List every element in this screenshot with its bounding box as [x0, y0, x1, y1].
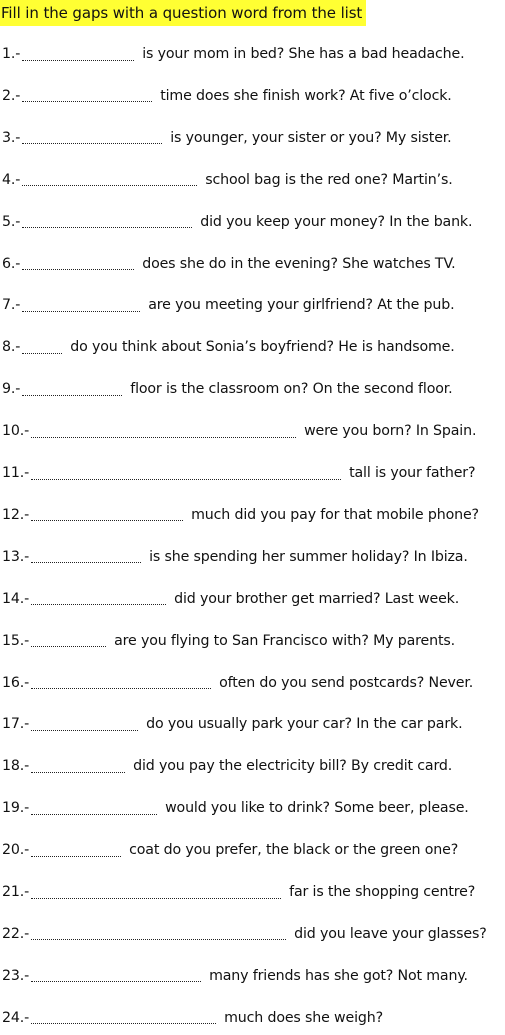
question-line — [2, 462, 503, 484]
answer-gap[interactable] — [31, 760, 125, 773]
answer-gap[interactable] — [31, 927, 286, 940]
question-number: 7.- — [2, 297, 21, 314]
question-text: time does she finish work? At five o’clock. — [160, 87, 452, 104]
question-text: much does she weigh? — [224, 1009, 383, 1026]
question-number: 13.- — [2, 548, 30, 565]
question-text: do you usually park your car? In the car park. — [146, 716, 463, 733]
question-number: 23.- — [2, 967, 30, 984]
answer-gap[interactable] — [31, 969, 201, 982]
answer-gap[interactable] — [22, 173, 197, 186]
question-line — [2, 588, 503, 610]
question-number: 18.- — [2, 758, 30, 775]
answer-gap[interactable] — [22, 383, 122, 396]
question-text: did your brother get married? Last week. — [174, 590, 460, 607]
answer-gap[interactable] — [22, 89, 152, 102]
question-text: coat do you prefer, the black or the green one? — [129, 842, 459, 859]
answer-gap[interactable] — [22, 48, 134, 61]
answer-gap[interactable] — [22, 341, 62, 354]
question-line — [2, 127, 503, 149]
question-number: 5.- — [2, 213, 21, 230]
question-line — [2, 378, 503, 400]
question-number: 6.- — [2, 255, 21, 272]
question-number: 24.- — [2, 1009, 30, 1026]
question-number: 15.- — [2, 632, 30, 649]
question-number: 8.- — [2, 339, 21, 356]
worksheet-title: Fill in the gaps with a question word from the list — [0, 0, 366, 26]
question-text: would you like to drink? Some beer, please. — [165, 800, 469, 817]
question-line — [2, 672, 503, 694]
question-text: tall is your father? — [349, 465, 476, 481]
question-number: 3.- — [2, 129, 21, 146]
question-text: are you meeting your girlfriend? At the pub. — [148, 297, 455, 314]
question-text: did you leave your glasses? — [294, 925, 487, 942]
question-number: 9.- — [2, 381, 21, 398]
question-number: 4.- — [2, 171, 21, 188]
answer-gap[interactable] — [31, 425, 296, 438]
question-text: many friends has she got? Not many. — [209, 967, 468, 984]
question-text: is your mom in bed? She has a bad headache. — [142, 46, 465, 62]
answer-gap[interactable] — [22, 131, 162, 144]
answer-gap[interactable] — [31, 886, 281, 899]
question-number: 12.- — [2, 506, 30, 523]
question-text: did you keep your money? In the bank. — [200, 213, 473, 230]
question-text: were you born? In Spain. — [304, 423, 477, 440]
question-line — [2, 881, 503, 903]
question-line — [2, 965, 503, 987]
question-line — [2, 85, 503, 107]
question-text: often do you send postcards? Never. — [219, 674, 474, 691]
question-line — [2, 294, 503, 316]
question-line — [2, 420, 503, 442]
question-line — [2, 169, 503, 191]
question-line — [2, 713, 503, 735]
question-text: floor is the classroom on? On the second floor. — [130, 381, 453, 398]
question-number: 21.- — [2, 884, 30, 900]
question-text: is younger, your sister or you? My sister. — [170, 129, 452, 146]
question-number: 1.- — [2, 46, 21, 62]
question-line — [2, 253, 503, 275]
question-text: did you pay the electricity bill? By credit card. — [133, 758, 453, 775]
answer-gap[interactable] — [31, 718, 138, 731]
answer-gap[interactable] — [31, 634, 106, 647]
question-number: 20.- — [2, 842, 30, 859]
answer-gap[interactable] — [31, 802, 157, 815]
question-line — [2, 43, 503, 65]
question-text: does she do in the evening? She watches TV. — [142, 255, 456, 272]
question-text: do you think about Sonia’s boyfriend? He is handsome. — [70, 339, 455, 356]
question-line — [2, 923, 503, 945]
question-number: 16.- — [2, 674, 30, 691]
question-text: are you flying to San Francisco with? My parents. — [114, 632, 455, 649]
question-line — [2, 546, 503, 568]
answer-gap[interactable] — [22, 215, 192, 228]
answer-gap[interactable] — [31, 1011, 216, 1024]
question-number: 14.- — [2, 590, 30, 607]
question-number: 22.- — [2, 925, 30, 942]
question-text: much did you pay for that mobile phone? — [191, 506, 479, 523]
question-number: 10.- — [2, 423, 30, 440]
answer-gap[interactable] — [31, 467, 341, 480]
answer-gap[interactable] — [22, 299, 140, 312]
question-number: 2.- — [2, 87, 21, 104]
question-line — [2, 504, 503, 526]
question-line — [2, 755, 503, 777]
question-line — [2, 630, 503, 652]
question-line — [2, 336, 503, 358]
question-line — [2, 1007, 503, 1029]
answer-gap[interactable] — [31, 676, 211, 689]
question-text: is she spending her summer holiday? In Ibiza. — [149, 548, 468, 565]
question-number: 19.- — [2, 800, 30, 817]
question-number: 11.- — [2, 465, 30, 481]
question-line — [2, 797, 503, 819]
question-text: school bag is the red one? Martin’s. — [205, 171, 453, 188]
answer-gap[interactable] — [31, 592, 166, 605]
question-number: 17.- — [2, 716, 30, 733]
question-line — [2, 211, 503, 233]
answer-gap[interactable] — [31, 844, 121, 857]
answer-gap[interactable] — [22, 257, 134, 270]
question-line — [2, 839, 503, 861]
answer-gap[interactable] — [31, 550, 141, 563]
answer-gap[interactable] — [31, 508, 183, 521]
question-text: far is the shopping centre? — [289, 884, 476, 900]
